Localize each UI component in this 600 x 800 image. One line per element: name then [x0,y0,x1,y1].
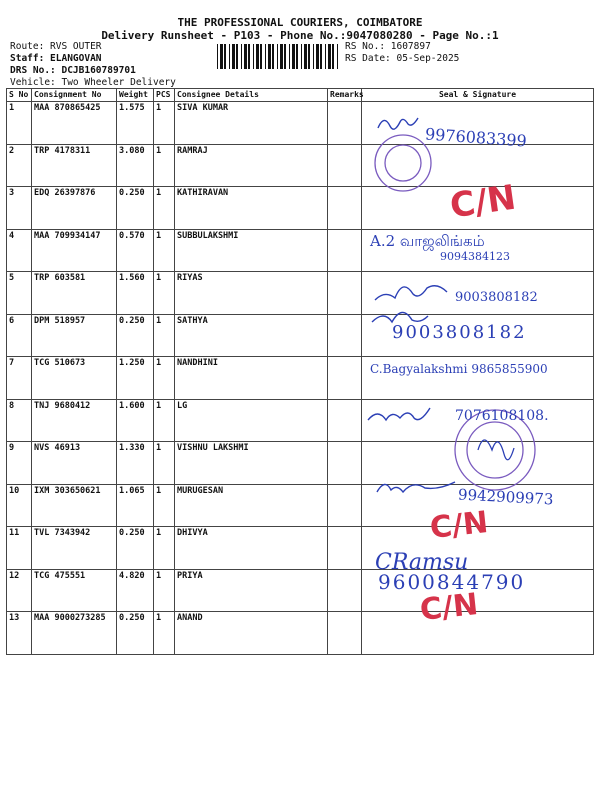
cell-weight: 1.065 [117,484,154,527]
cell-sno: 6 [7,314,32,357]
cell-consignment: TVL 7343942 [32,527,117,570]
cell-pcs: 1 [154,272,175,315]
col-header-consignee: Consignee Details [175,89,328,102]
signature-text-4: A.2 வாஜலிங்கம் [370,232,485,250]
drs-label: DRS No.: DCJB160789701 [10,65,136,76]
cell-consignment: MAA 9000273285 [32,612,117,655]
col-header-weight: Weight [117,89,154,102]
route-label: Route: RVS OUTER [10,41,102,52]
cell-weight: 1.600 [117,399,154,442]
cell-sno: 11 [7,527,32,570]
cell-pcs: 1 [154,102,175,145]
cell-consignee: KATHIRAVAN [175,187,328,230]
cell-weight: 3.080 [117,144,154,187]
cell-sno: 1 [7,102,32,145]
cell-consignment: NVS 46913 [32,442,117,485]
cell-weight: 1.575 [117,102,154,145]
cell-consignment: MAA 870865425 [32,102,117,145]
cell-weight: 0.250 [117,527,154,570]
cell-weight: 0.570 [117,229,154,272]
col-header-pcs: PCS [154,89,175,102]
signature-phone-1: 9976083399 [424,124,528,151]
stamp-circle-2 [375,135,431,191]
cell-weight: 0.250 [117,314,154,357]
cell-sno: 12 [7,569,32,612]
cell-weight: 0.250 [117,612,154,655]
signature-scribble-6 [372,312,428,322]
signature-phone-8: 7076108108. [455,408,549,424]
col-header-sno: S No [7,89,32,102]
cell-weight: 1.330 [117,442,154,485]
cell-consignee: VISHNU LAKSHMI [175,442,328,485]
cell-consignment: EDQ 26397876 [32,187,117,230]
cell-pcs: 1 [154,144,175,187]
cell-pcs: 1 [154,527,175,570]
cell-consignment: MAA 709934147 [32,229,117,272]
signature-scribble-8 [368,408,430,420]
cell-sno: 8 [7,399,32,442]
signature-phone-12: 9600844790 [378,570,526,594]
cn-mark-11: C/N [428,505,490,546]
cell-consignee: DHIVYA [175,527,328,570]
cell-sno: 7 [7,357,32,400]
runsheet-subtitle: Delivery Runsheet - P103 - Phone No.:9047080280 - Page No.:1 [101,29,499,42]
cell-consignee: RAMRAJ [175,144,328,187]
cell-pcs: 1 [154,314,175,357]
cell-consignment: TRP 603581 [32,272,117,315]
signature-phone-5: 9003808182 [455,290,538,305]
cell-consignee: LG [175,399,328,442]
cell-consignment: IXM 303650621 [32,484,117,527]
signature-scribble-10 [377,482,455,492]
cell-sno: 2 [7,144,32,187]
cell-consignment: TRP 4178311 [32,144,117,187]
signature-name-12: CRamsu [375,550,469,575]
cell-consignment: TCG 510673 [32,357,117,400]
cell-weight: 4.820 [117,569,154,612]
signature-phone-6: 9003808182 [392,322,527,343]
cell-pcs: 1 [154,229,175,272]
cell-sno: 10 [7,484,32,527]
cell-sno: 4 [7,229,32,272]
cell-consignment: TCG 475551 [32,569,117,612]
cell-sno: 3 [7,187,32,230]
vehicle-label: Vehicle: Two Wheeler Delivery [10,77,176,88]
cell-consignee: SUBBULAKSHMI [175,229,328,272]
rs-number: RS No.: 1607897 [345,41,431,52]
cell-weight: 0.250 [117,187,154,230]
cn-mark-3: C/N [447,177,519,227]
cell-consignee: SATHYA [175,314,328,357]
cell-consignee: NANDHINI [175,357,328,400]
col-header-signature: Seal & Signature [362,89,594,102]
cell-pcs: 1 [154,484,175,527]
cell-pcs: 1 [154,357,175,400]
company-title: THE PROFESSIONAL COURIERS, COIMBATORE [177,16,423,29]
cn-mark-13: C/N [418,587,480,628]
cell-sno: 13 [7,612,32,655]
signature-phone-4: 9094384123 [440,250,510,263]
col-header-consignment: Consignment No [32,89,117,102]
col-header-remarks: Remarks [328,89,362,102]
cell-consignee: SIVA KUMAR [175,102,328,145]
signature-text-7: C.Bagyalakshmi 9865855900 [370,362,548,376]
cell-weight: 1.250 [117,357,154,400]
cell-consignment: DPM 518957 [32,314,117,357]
rs-date: RS Date: 05-Sep-2025 [345,53,460,64]
signature-scribble-5 [375,286,447,300]
cell-pcs: 1 [154,399,175,442]
staff-label: Staff: ELANGOVAN [10,53,102,64]
cell-weight: 1.560 [117,272,154,315]
cell-consignee: PRIYA [175,569,328,612]
cell-pcs: 1 [154,612,175,655]
cell-pcs: 1 [154,442,175,485]
signature-phone-10: 9942909973 [457,485,554,509]
cell-sno: 9 [7,442,32,485]
cell-consignment: TNJ 9680412 [32,399,117,442]
cell-pcs: 1 [154,187,175,230]
signature-scribble-1 [378,118,418,129]
cell-consignee: MURUGESAN [175,484,328,527]
cell-consignee: RIYAS [175,272,328,315]
cell-pcs: 1 [154,569,175,612]
cell-sno: 5 [7,272,32,315]
cell-consignee: ANAND [175,612,328,655]
